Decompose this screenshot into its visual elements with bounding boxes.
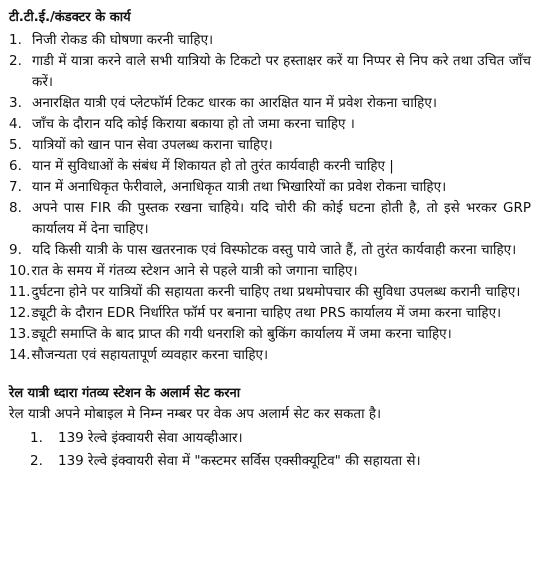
list-item	[9, 156, 531, 177]
item-number: 2.	[9, 53, 22, 69]
list-item	[9, 261, 531, 282]
list-item	[9, 345, 531, 366]
list-item	[9, 114, 531, 135]
item-number: 5.	[9, 137, 22, 153]
item-text: दुर्घटना होने पर यात्रियों की सहायता करनी चाहिए तथा प्रथमोपचार की सुविधा उपलब्ध करानी चाहिए।	[31, 284, 521, 300]
item-number: 9.	[9, 242, 22, 258]
item-text: जाँच के दौरान यदि कोई किराया बकाया हो तो जमा करना चाहिए ।	[32, 116, 355, 132]
item-number: 7.	[9, 179, 22, 195]
item-number: 1.	[9, 32, 22, 48]
item-text: अनारक्षित यात्री एवं प्लेटफॉर्म टिकट धारक का आरक्षित यान में प्रवेश रोकना चाहिए।	[32, 95, 437, 111]
item-number: 8.	[9, 200, 22, 216]
item-number: 3.	[9, 95, 22, 111]
alarm-intro: रेल यात्री अपने मोबाइल मे निम्न नम्बर पर वेक अप अलार्म सेट कर सकता है।	[9, 406, 382, 422]
item-text: अपने पास FIR की पुस्तक रखना चाहिये। यदि चोरी की कोई घटना होती है, तो इसे भरकर GRP कार्यालय में देना चाहिए।	[32, 200, 531, 237]
alarm-options-list	[9, 427, 531, 473]
item-number: 2.	[30, 453, 43, 469]
list-item	[9, 135, 531, 156]
item-text: रात के समय में गंतव्य स्टेशन आने से पहले यात्री को जगाना चाहिए।	[31, 263, 358, 279]
list-item	[9, 30, 531, 51]
list-item	[9, 93, 531, 114]
alarm-heading: रेल यात्री ध्दारा गंतव्य स्टेशन के अलार्म सेट करना	[9, 386, 241, 401]
list-item	[9, 198, 531, 240]
duties-list	[9, 30, 531, 366]
item-text: 139 रेल्वे इंक्वायरी सेवा आयव्हीआर।	[58, 430, 243, 446]
item-text: यदि किसी यात्री के पास खतरनाक एवं विस्फोटक वस्तु पाये जाते हैं, तो तुरंत कार्यवाही करना चाहिए।	[32, 242, 517, 258]
item-text: ड्यूटी समाप्ति के बाद प्राप्त की गयी धनराशि को बुकिंग कार्यालय में जमा करना चाहिए।	[31, 326, 452, 342]
item-text: 139 रेल्वे इंक्वायरी सेवा में "कस्टमर सर्विस एक्सीक्यूटिव" की सहायता से।	[58, 453, 421, 469]
item-number: 11.	[9, 284, 31, 300]
list-item	[30, 450, 531, 473]
item-number: 12.	[9, 305, 31, 321]
item-number: 6.	[9, 158, 22, 174]
list-item	[9, 240, 531, 261]
item-text: यान में सुविधाओं के संबंध में शिकायत हो तो तुरंत कार्यवाही करनी चाहिए |	[32, 158, 394, 174]
item-number: 14.	[9, 347, 31, 363]
item-text: यान में अनाधिकृत फेरीवाले, अनाधिकृत यात्री तथा भिखारियों का प्रवेश रोकना चाहिए।	[32, 179, 447, 195]
item-text: ड्यूटी के दौरान EDR निर्धारित फॉर्म पर बनाना चाहिए तथा PRS कार्यालय में जमा करना चाहिए।	[31, 305, 502, 321]
list-item	[9, 177, 531, 198]
list-item	[9, 303, 531, 324]
item-number: 1.	[30, 430, 43, 446]
item-number: 13.	[9, 326, 31, 342]
item-number: 10.	[9, 263, 31, 279]
alarm-section	[9, 384, 531, 473]
item-text: गाडी में यात्रा करने वाले सभी यात्रियो के टिकटो पर हस्ताक्षर करें या निप्पर से निप करे तथा उचित जाँच करें।	[32, 53, 531, 90]
item-text: निजी रोकड की घोषणा करनी चाहिए।	[32, 32, 214, 48]
item-text: सौजन्यता एवं सहायतापूर्ण व्यवहार करना चाहिए।	[31, 347, 269, 363]
list-item	[30, 427, 531, 450]
item-number: 4.	[9, 116, 22, 132]
item-text: यात्रियों को खान पान सेवा उपलब्ध कराना चाहिए।	[32, 137, 273, 153]
list-item	[9, 51, 531, 93]
list-item	[9, 282, 531, 303]
list-item	[9, 324, 531, 345]
duties-heading: टी.टी.ई./कंडक्टर के कार्य	[9, 10, 131, 25]
